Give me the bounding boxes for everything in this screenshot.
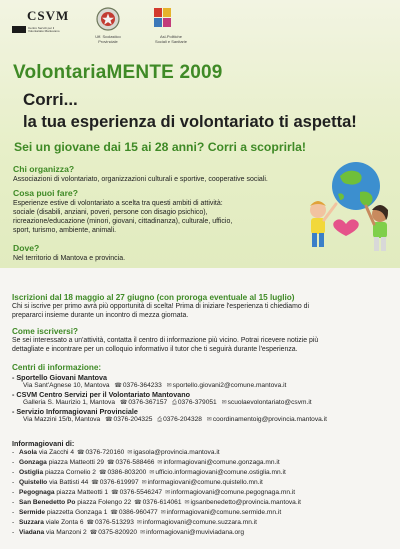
qa-question: Dove? xyxy=(13,243,40,253)
email-icon: ✉ xyxy=(221,400,227,407)
row-bullet: - xyxy=(12,449,15,456)
phone-icon: ☎ xyxy=(107,460,115,466)
ig-address: piazza Folengo 22 xyxy=(77,499,132,506)
poster-title: VolontariaMENTE 2009 xyxy=(13,62,223,83)
row-bullet: - xyxy=(12,479,15,486)
italian-emblem-icon xyxy=(95,6,121,32)
email-icon: ✉ xyxy=(184,500,190,506)
email-icon: ✉ xyxy=(165,490,171,496)
ig-address: via Manzoni 2 xyxy=(46,529,87,536)
phone-icon: ☎ xyxy=(110,510,118,516)
ig-address: piazza Cornelio 2 xyxy=(45,469,96,476)
centro-phone: 0376-364233 xyxy=(122,382,162,389)
informagiovani-row xyxy=(12,448,392,458)
ufficio-caption-line2: Provinciale xyxy=(98,39,118,44)
phone-icon: ☎ xyxy=(105,417,113,424)
informagiovani-row xyxy=(12,508,392,518)
logo-bar xyxy=(0,0,400,52)
centro-details xyxy=(12,416,392,424)
qa-answer-line: Esperienze estive di volontariato a scelta tra questi ambiti di attività: xyxy=(13,200,223,207)
centro-address: Via Sant'Agnese 10, Mantova xyxy=(23,382,110,389)
centri-section xyxy=(12,363,392,425)
ig-city: Asola xyxy=(19,449,37,456)
email-icon: ✉ xyxy=(157,460,163,466)
ig-email[interactable]: informagiovani@comune.quistello.mn.it xyxy=(147,479,263,486)
row-bullet: - xyxy=(12,499,15,506)
ig-city: Ostiglia xyxy=(19,469,44,476)
qa-answer-line: ricreazione/educazione (minori, giovani, cittadinanza), culturale, ufficio, xyxy=(13,218,233,225)
come-section xyxy=(12,327,392,354)
row-bullet: - xyxy=(12,489,15,496)
asl-logo-caption xyxy=(146,34,196,44)
centro-address: Galleria S. Maurizio 1, Mantova xyxy=(23,399,115,407)
qa-who xyxy=(13,164,313,184)
centro-address: Via Mazzini 15/b, Mantova xyxy=(23,416,101,424)
ig-phone: 0376-720160 xyxy=(85,449,125,456)
phone-icon: ☎ xyxy=(119,400,128,407)
centro-name: - Sportello Giovani Mantova xyxy=(12,373,108,382)
ufficio-logo-caption xyxy=(82,34,134,44)
ig-city: San Benedetto Po xyxy=(19,499,76,506)
informagiovani-row xyxy=(12,458,392,468)
iscrizioni-text-1: Chi si iscrive per primo avrà più opportunità di scelta! Prima di iniziare l'esperienza ti chiediamo di xyxy=(12,303,309,310)
qa-where xyxy=(13,243,313,263)
headline-line-2: la tua esperienza di volontariato ti aspetta! xyxy=(23,113,357,131)
email-icon: ✉ xyxy=(149,470,155,476)
ig-email[interactable]: informagiovani@comune.sermide.mn.it xyxy=(166,509,282,516)
ig-address: viale Zonta 6 xyxy=(45,519,84,526)
phone-icon: ☎ xyxy=(91,480,99,486)
row-bullet: - xyxy=(12,459,15,466)
informagiovani-row xyxy=(12,478,392,488)
ig-city: Viadana xyxy=(19,529,45,536)
email-icon: ✉ xyxy=(140,530,146,536)
row-bullet: - xyxy=(12,519,15,526)
ig-phone: 0376-513293 xyxy=(95,519,134,526)
qa-question: Chi organizza? xyxy=(13,164,75,174)
qa-answer-line: Associazioni di volontariato, organizzazioni culturali e sportive, cooperative sociali. xyxy=(13,176,268,183)
centro-email[interactable]: sportello.giovani2@comune.mantova.it xyxy=(172,382,287,389)
phone-icon: ☎ xyxy=(89,530,98,536)
ig-phone: 0376-619997 xyxy=(99,479,139,486)
informagiovani-title: Informagiovani di: xyxy=(12,439,75,448)
informagiovani-row xyxy=(12,488,392,498)
informagiovani-section xyxy=(12,439,392,538)
ig-email[interactable]: informagiovani@comune.gonzaga.mn.it xyxy=(163,459,280,466)
ig-address: via Zacchi 4 xyxy=(38,449,74,456)
asl-caption-line2: Sociali e Sanitarie xyxy=(154,39,188,44)
phone-icon: ☎ xyxy=(77,450,85,456)
informagiovani-row xyxy=(12,498,392,508)
email-icon: ✉ xyxy=(127,450,133,456)
asl-logo-icon xyxy=(152,6,174,30)
ig-email[interactable]: informagiovani@comune.suzzara.mn.it xyxy=(142,519,257,526)
asl-caption-line1: Asl-Politiche xyxy=(159,34,182,39)
row-bullet: - xyxy=(12,469,15,476)
ig-email[interactable]: igsanbenedetto@provincia.mantova.it xyxy=(190,499,301,506)
phone-icon: ☎ xyxy=(98,470,107,476)
email-icon: ✉ xyxy=(206,417,212,424)
ig-city: Pegognaga xyxy=(19,489,55,496)
qa-what xyxy=(13,188,313,235)
ig-email[interactable]: informagiovani@muviviadana.org xyxy=(146,529,245,536)
come-text-1: Se sei interessato a un'attività, contatta il centro di informazione più vicino. Potrai ricevere notizie più xyxy=(12,337,319,344)
ig-phone: 0376-614061 xyxy=(142,499,182,506)
ig-city: Suzzara xyxy=(19,519,44,526)
qa-answer-line: Nel territorio di Mantova e provincia. xyxy=(13,255,126,262)
centro-name: - Servizio Informagiovani Provinciale xyxy=(12,407,138,417)
fax-icon: ⎙ xyxy=(157,417,163,424)
ig-address: via Battisti 44 xyxy=(49,479,89,486)
csvm-logo xyxy=(12,6,70,34)
ig-address: piazzetta Gonzaga 1 xyxy=(46,509,108,516)
phone-icon: ☎ xyxy=(86,520,95,526)
centro-phone: 0376-367157 xyxy=(128,399,168,407)
qa-answer-line: sport, turismo, ambiente, animali. xyxy=(13,227,117,234)
iscrizioni-text-2: prepararci insieme durante un incontro di mezza giornata. xyxy=(12,311,189,319)
ig-email[interactable]: informagiovani@comune.pegognaga.mn.it xyxy=(171,489,296,496)
email-icon: ✉ xyxy=(141,480,147,486)
ig-address: piazza Matteotti 1 xyxy=(56,489,109,496)
informagiovani-row xyxy=(12,528,392,538)
ig-email[interactable]: ufficio.informagiovani@comune.ostiglia.mn.it xyxy=(155,469,286,476)
come-title: Come iscriversi? xyxy=(12,327,78,336)
ig-phone: 0386-960477 xyxy=(118,509,158,516)
ig-email[interactable]: igasola@provincia.mantova.it xyxy=(133,449,220,456)
phone-icon: ☎ xyxy=(114,383,122,389)
email-icon: ✉ xyxy=(166,383,172,389)
phone-icon: ☎ xyxy=(111,490,119,496)
informagiovani-list xyxy=(12,448,392,538)
iscrizioni-title: Iscrizioni dal 18 maggio al 27 giugno (con proroga eventuale al 15 luglio) xyxy=(12,293,295,302)
ig-phone: 0386-803200 xyxy=(107,469,147,476)
fax-icon: ⎙ xyxy=(172,400,177,407)
centro-details xyxy=(12,382,392,390)
ig-city: Sermide xyxy=(19,509,46,516)
centro-details xyxy=(12,399,392,407)
csvm-logo-text: CSVM xyxy=(27,8,70,23)
email-icon: ✉ xyxy=(136,520,142,526)
qa-answer-line: sociale (disabili, anziani, poveri, persone con disagio psichico), xyxy=(13,209,208,216)
kids-globe-illustration-icon xyxy=(294,158,396,266)
centro-email[interactable]: scuolaevolontariato@csvm.it xyxy=(227,399,312,407)
informagiovani-row xyxy=(12,468,392,478)
ig-phone: 0376-588466 xyxy=(115,459,155,466)
row-bullet: - xyxy=(12,509,15,516)
informagiovani-row xyxy=(12,518,392,528)
ig-city: Quistello xyxy=(19,479,48,486)
ig-phone: 0376-5546247 xyxy=(119,489,163,496)
come-text-2: dettagliate e incontrare per un colloquio informativo il tutor che ti seguirà durante l'esperienza. xyxy=(12,345,298,353)
headline-line-1: Corri... xyxy=(23,90,78,109)
centro-name: - CSVM Centro Servizi per il Volontariato Mantovano xyxy=(12,390,190,400)
csvm-logo-caption: Centro Servizi per il Volontariato Mantovano xyxy=(28,26,60,33)
iscrizioni-section xyxy=(12,293,392,320)
centri-title: Centri di informazione: xyxy=(12,363,102,372)
ig-city: Gonzaga xyxy=(19,459,47,466)
phone-icon: ☎ xyxy=(134,500,142,506)
qa-question: Cosa puoi fare? xyxy=(13,188,78,198)
row-bullet: - xyxy=(12,529,15,536)
csvm-logo-bar xyxy=(12,26,26,33)
ig-phone: 0375-820920 xyxy=(98,529,138,536)
headline-line-3: Sei un giovane dai 15 ai 28 anni? Corri a scoprirla! xyxy=(14,140,306,154)
centro-fax: 0376-204328 xyxy=(163,416,202,424)
email-icon: ✉ xyxy=(160,510,166,516)
ufficio-caption-line1: Uff. Scolastico xyxy=(95,34,121,39)
centro-email[interactable]: coordinamentoig@provincia.mantova.it xyxy=(212,416,327,424)
ig-address: piazza Matteotti 29 xyxy=(48,459,105,466)
centro-phone: 0376-204325 xyxy=(113,416,153,424)
centro-fax: 0376-379051 xyxy=(177,399,217,407)
